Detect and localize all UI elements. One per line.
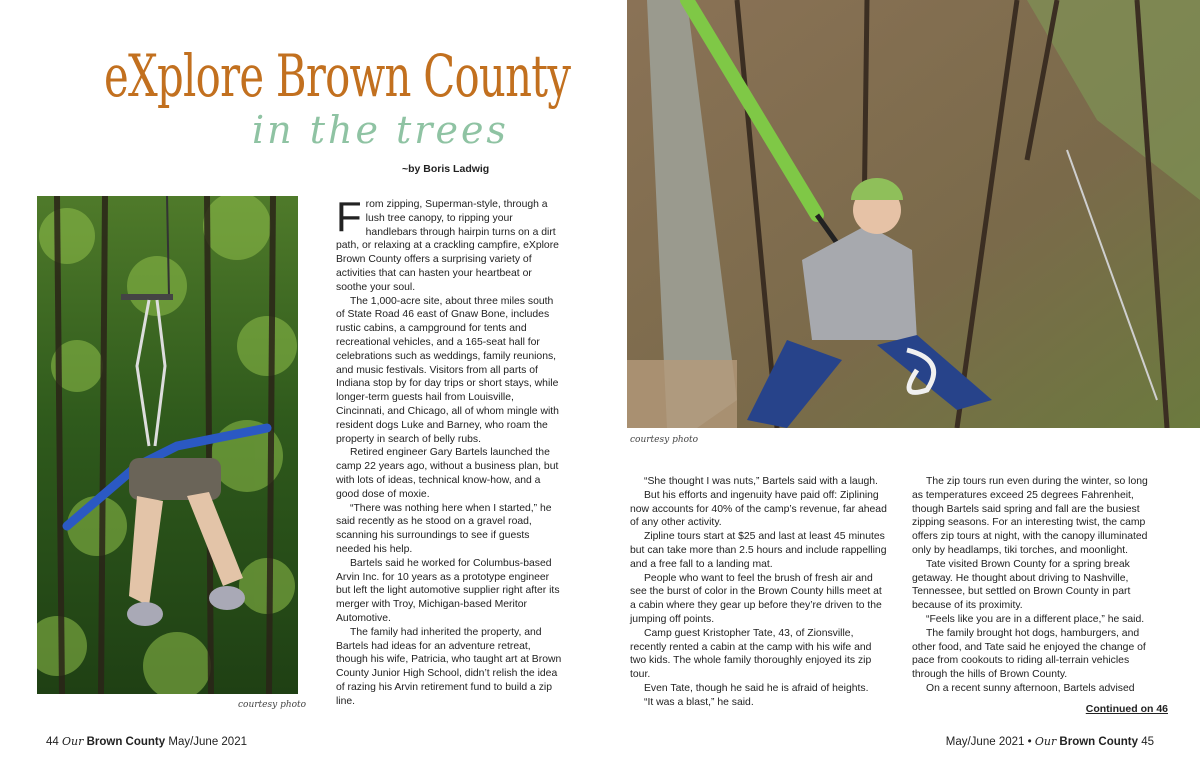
separator: •	[1027, 736, 1032, 748]
zipline-forest-illustration	[37, 196, 298, 694]
paragraph: Camp guest Kristopher Tate, 43, of Zionsville, recently rented a cabin at the camp with his wife and two kids. The whole family thoroughly enjoyed its zip tour.	[630, 627, 872, 681]
paragraph: “It was a blast,” he said.	[644, 696, 754, 708]
paragraph: Even Tate, though he said he is afraid of heights.	[644, 682, 869, 694]
continued-link[interactable]: Continued on 46	[1085, 703, 1168, 715]
issue-date: May/June 2021	[945, 736, 1025, 748]
footer-right	[946, 735, 1154, 748]
page-number: 44	[46, 736, 59, 748]
paragraph: Bartels said he worked for Columbus-based Arvin Inc. for 10 years as a prototype engineer but left the light automotive supplier right after its merger with Troy, Michigan-based Meritor Automotive.	[336, 557, 560, 624]
rappelling-illustration	[627, 0, 1200, 428]
paragraph: Zipline tours start at $25 and last at least 45 minutes but can take more than 2.5 hours and include rappelling and a free fall to a landing mat.	[630, 531, 887, 570]
paragraph: The 1,000-acre site, about three miles south of State Road 46 east of Gnaw Bone, includes rustic cabins, a campground for tents and recreational vehicles, and a 165-seat hall for celebrations such as weddings, family reunions, and music festivals. Visitors from all parts of Indiana stop by for day trips or short stays, while longer-term guests hail from Louisville, Cincinnati, and Chicago, all of whom mingle with resident dogs Luke and Barney, who roam the property in search of belly rubs.	[336, 295, 559, 445]
paragraph: The family brought hot dogs, hamburgers, and other food, and Tate said he enjoyed the change of pace from cookouts to riding all-terrain vehicles through the hills of Brown County.	[912, 627, 1146, 681]
article-subtitle: in the trees	[252, 108, 509, 152]
right-photo-caption: courtesy photo	[630, 435, 699, 445]
magazine-script: Our	[62, 735, 84, 748]
byline: ~by Boris Ladwig	[402, 163, 490, 175]
article-column-1	[336, 193, 562, 708]
paragraph: Retired engineer Gary Bartels launched the camp 22 years ago, without a business plan, but with lots of ideas, technical know-how, and a good dose of moxie.	[336, 447, 559, 500]
article-column-3	[912, 475, 1160, 696]
paragraph: On a recent sunny afternoon, Bartels advised	[926, 682, 1135, 694]
zipline-forest-photo	[37, 196, 298, 694]
paragraph: rom zipping, Superman-style, through a lush tree canopy, to ripping your handlebars through hairpin turns on a dirt path, or relaxing at a crackling campfire, eXplore Brown County offers a surprising variety of activities that can hasten your heartbeat or soothe your soul.	[336, 199, 559, 293]
paragraph: “There was nothing here when I started,” he said recently as he stood on a gravel road, scanning his surroundings to see if guests needed his help.	[336, 502, 552, 555]
article-title: eXplore Brown County	[104, 42, 571, 110]
left-photo-caption: courtesy photo	[238, 700, 307, 710]
magazine-name: Brown County	[86, 736, 166, 748]
paragraph: But his efforts and ingenuity have paid off: Ziplining now accounts for 40% of the camp’s revenue, far ahead of any other activity.	[630, 489, 887, 529]
page-number: 45	[1141, 736, 1154, 748]
magazine-script: Our	[1034, 735, 1057, 748]
drop-cap: F	[336, 193, 362, 240]
rappelling-photo	[627, 0, 1200, 428]
paragraph: The family had inherited the property, and Bartels had ideas for an adventure retreat, though his wife, Patricia, who taught art at Brown County Junior High School, didn’t relish the idea of razing his Arvin retirement fund to build a zip line.	[336, 626, 562, 707]
footer-left	[46, 735, 247, 748]
paragraph: “Feels like you are in a different place,” he said.	[926, 613, 1145, 625]
paragraph: “She thought I was nuts,” Bartels said with a laugh.	[644, 476, 878, 487]
paragraph: The zip tours run even during the winter, so long as temperatures exceed 25 degrees Fahrenheit, though Bartels said spring and fall are the busiest zipping seasons. For an interesting twist, the camp offers zip tours at night, with the canopy illuminated only by headlamps, tiki torches, and moonlight.	[912, 476, 1148, 556]
article-column-2	[630, 475, 888, 710]
paragraph: People who want to feel the brush of fresh air and see the burst of color in the Brown County hills meet at a cabin where they gear up before they’re driven to the jumping off points.	[630, 572, 882, 625]
issue-date: May/June 2021	[168, 736, 247, 748]
paragraph: Tate visited Brown County for a spring break getaway. He thought about driving to Nashville, Tennessee, but settled on Brown County in part because of its proximity.	[912, 558, 1131, 612]
magazine-name: Brown County	[1059, 736, 1138, 748]
